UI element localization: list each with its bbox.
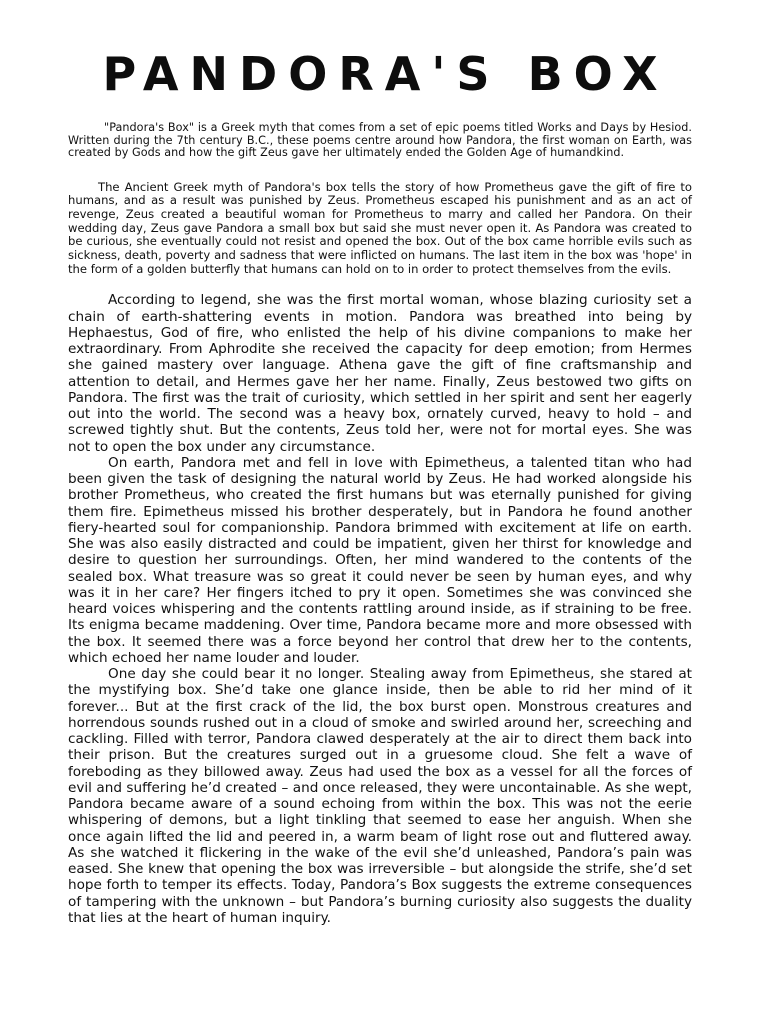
page-title: PANDORA'S BOX: [102, 47, 669, 101]
intro-paragraph: "Pandora's Box" is a Greek myth that comes from a set of epic poems titled Works and Days by Hesiod. Written during the 7th century B.C., these poems centre around how Pandora, the first woman on Earth, was created by Gods and how the gift Zeus gave her ultimately ended the Golden Age of humandkind.: [68, 121, 692, 159]
story-section: [68, 292, 692, 926]
story-paragraph-epimetheus: On earth, Pandora met and fell in love with Epimetheus, a talented titan who had been given the task of designing the natural world by Zeus. He had worked alongside his brother Prometheus, who created the first humans but was eternally punished for giving them fire. Epimetheus missed his brother desperately, but in Pandora he found another fiery-hearted soul for companionship. Pandora brimmed with excitement at life on earth. She was also easily distracted and could be impatient, given her thirst for knowledge and desire to question her surroundings. Often, her mind wandered to the contents of the sealed box. What treasure was so great it could never be seen by human eyes, and why was it in her care? Her fingers itched to pry it open. Sometimes she was convinced she heard voices whispering and the contents rattling around inside, as if straining to be free. Its enigma became maddening. Over time, Pandora became more and more obsessed with the box. It seemed there was a force beyond her control that drew her to the contents, which echoed her name louder and louder.: [68, 454, 692, 666]
myth-summary-paragraph: The Ancient Greek myth of Pandora's box tells the story of how Prometheus gave the gift of fire to humans, and as a result was punished by Zeus. Prometheus escaped his punishment and as an act of revenge, Zeus created a beautiful woman for Prometheus to marry and called her Pandora. On their wedding day, Zeus gave Pandora a small box but said she must never open it. As Pandora was created to be curious, she eventually could not resist and opened the box. Out of the box came horrible evils such as sickness, death, poverty and sadness that were inflicted on humans. The last item in the box was 'hope' in the form of a golden butterfly that humans can hold on to in order to protect themselves from the evils.: [68, 179, 692, 276]
story-paragraph-legend: According to legend, she was the first mortal woman, whose blazing curiosity set a chain of earth-shattering events in motion. Pandora was breathed into being by Hephaestus, God of fire, who enlisted the help of his divine companions to make her extraordinary. From Aphrodite she received the capacity for deep emotion; from Hermes she gained mastery over language. Athena gave the gift of fine craftsmanship and attention to detail, and Hermes gave her her name. Finally, Zeus bestowed two gifts on Pandora. The first was the trait of curiosity, which settled in her spirit and sent her eagerly out into the world. The second was a heavy box, ornately curved, heavy to hold – and screwed tightly shut. But the contents, Zeus told her, were not for mortal eyes. She was not to open the box under any circumstance.: [68, 292, 692, 455]
document-page: [68, 0, 692, 1024]
story-paragraph-opening: One day she could bear it no longer. Stealing away from Epimetheus, she stared at the mystifying box. She’d take one glance inside, then be able to rid her mind of it forever... But at the first crack of the lid, the box burst open. Monstrous creatures and horrendous sounds rushed out in a cloud of smoke and swirled around her, screeching and cackling. Filled with terror, Pandora clawed desperately at the air to direct them back into their prison. But the creatures surged out in a gruesome cloud. She felt a wave of foreboding as they billowed away. Zeus had used the box as a vessel for all the forces of evil and suffering he’d created – and once released, they were uncontainable. As she wept, Pandora became aware of a sound echoing from within the box. This was not the eerie whispering of demons, but a light tinkling that seemed to ease her anguish. When she once again lifted the lid and peered in, a warm beam of light rose out and fluttered away. As she watched it flickering in the wake of the evil she’d unleashed, Pandora’s pain was eased. She knew that opening the box was irreversible – but alongside the strife, she’d set hope forth to temper its effects. Today, Pandora’s Box suggests the extreme consequences of tampering with the unknown – but Pandora’s burning curiosity also suggests the duality that lies at the heart of human inquiry.: [68, 666, 692, 926]
